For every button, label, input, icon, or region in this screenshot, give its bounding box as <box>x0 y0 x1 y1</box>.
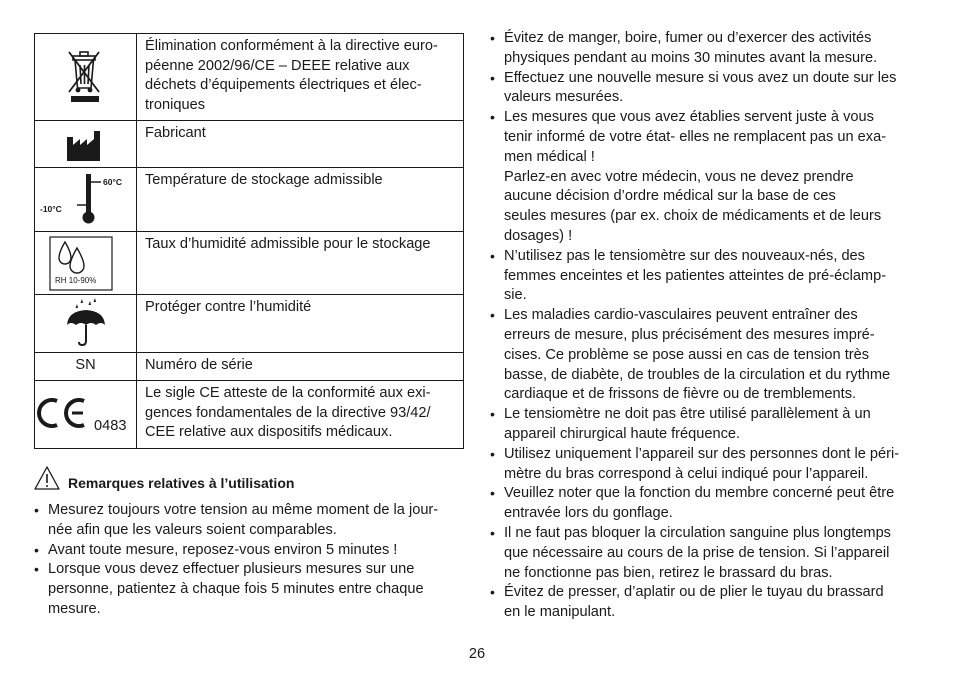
symbol-cell <box>35 381 137 449</box>
list-item: • Veuillez noter que la fonction du membre concerné peut être entravée lors du gonflage. <box>490 484 920 524</box>
table-row <box>35 295 464 353</box>
temp-low-label: -10°C <box>40 204 62 214</box>
list-item: • Mesurez toujours votre tension au même moment de la jour- née afin que les valeurs soient comparables. <box>34 501 460 541</box>
list-item: • Il ne faut pas bloquer la circulation sanguine plus longtemps que nécessaire au cours de la prise de tension. Si l’appareil ne fonctionne pas bien, retirez le brassard du bras. <box>490 524 920 583</box>
table-row <box>35 381 464 449</box>
list-item: • Effectuez une nouvelle mesure si vous avez un doute sur les valeurs mesurées. <box>490 69 920 109</box>
symbol-description <box>137 121 464 168</box>
symbols-table <box>34 33 464 449</box>
serial-number-description: Numéro de série <box>145 357 253 373</box>
humidity-description: Taux d’humidité admissible pour le stockage <box>145 236 431 252</box>
symbol-description <box>137 232 464 295</box>
list-item: • Évitez de presser, d’aplatir ou de plier le tuyau du brassard en le manipulant. <box>490 583 920 623</box>
ce-notified-body-number: 0483 <box>94 418 127 434</box>
list-item: • Les maladies cardio-vasculaires peuvent entraîner des erreurs de mesure, plus précisément des mesures impré- cises. Ce problème se pose aussi en cas de tension très basse, de diabète, de troubles de la circulation et du rythme cardiaque et de frissons de fièvre ou de tremblements. <box>490 306 920 405</box>
list-item: • Évitez de manger, boire, fumer ou d’exercer des activités physiques pendant au moins 30 minutes avant la mesure. <box>490 29 920 69</box>
symbol-cell <box>35 168 137 232</box>
table-row <box>35 232 464 295</box>
page-number: 26 <box>468 646 486 662</box>
list-item: • N’utilisez pas le tensiomètre sur des nouveaux-nés, des femmes enceintes et les patientes atteintes de pré-éclamp- sie. <box>490 247 920 306</box>
temp-high-label: 60°C <box>103 177 122 187</box>
list-item: • Les mesures que vous avez établies servent juste à vous tenir informé de votre état- elles ne remplacent pas un exa- men médical ! Parlez-en avec votre médecin, vous ne devez prendre aucune décision d’ordre médical sur la base de ces seules mesures (par ex. choix de médicaments et de leurs dosages) ! <box>490 108 920 247</box>
serial-number-symbol: SN <box>75 357 96 373</box>
humidity-drops-icon <box>35 232 136 294</box>
symbol-description <box>137 353 464 381</box>
usage-notes-left-list <box>34 501 460 620</box>
weee-crossed-bin-icon <box>35 34 136 120</box>
list-item: • Le tensiomètre ne doit pas être utilisé parallèlement à un appareil chirurgical haute fréquence. <box>490 405 920 445</box>
usage-notes-right-list <box>490 29 920 623</box>
table-row <box>35 121 464 168</box>
symbol-cell <box>35 353 137 381</box>
list-item: • Avant toute mesure, reposez-vous environ 5 minutes ! <box>34 541 460 561</box>
warning-triangle-icon <box>34 465 60 491</box>
symbol-cell <box>35 34 137 121</box>
symbol-description <box>137 295 464 353</box>
table-row <box>35 34 464 121</box>
moisture-description: Protéger contre l’humidité <box>145 299 312 315</box>
temperature-description: Température de stockage admissible <box>145 172 383 188</box>
symbol-cell <box>35 121 137 168</box>
usage-notes-heading <box>34 463 464 493</box>
symbol-description <box>137 381 464 449</box>
list-item: • Utilisez uniquement l’appareil sur des personnes dont le péri- mètre du bras correspond à celui indiqué pour l’appareil. <box>490 445 920 485</box>
weee-description: Élimination conformément à la directive euro- péenne 2002/96/CE – DEEE relative aux déchets d’équipements électriques et élec- troniques <box>145 38 438 113</box>
manufacturer-description: Fabricant <box>145 125 206 141</box>
table-row <box>35 353 464 381</box>
symbol-description <box>137 168 464 232</box>
ce-mark-icon <box>35 381 136 448</box>
thermometer-icon <box>35 168 136 231</box>
humidity-range-label: RH 10-90% <box>55 276 97 285</box>
ce-description: Le sigle CE atteste de la conformité aux exi- gences fondamentales de la directive 93/42/ CEE relative aux dispositifs médicaux. <box>145 385 431 441</box>
manufacturer-factory-icon <box>35 121 136 168</box>
symbol-cell <box>35 232 137 295</box>
symbol-description <box>137 34 464 121</box>
usage-notes-title: Remarques relatives à l’utilisation <box>68 475 295 491</box>
symbol-cell <box>35 295 137 353</box>
umbrella-rain-icon <box>35 295 136 352</box>
list-item: • Lorsque vous devez effectuer plusieurs mesures sur une personne, patientez à chaque fois 5 minutes entre chaque mesure. <box>34 560 460 619</box>
table-row <box>35 168 464 232</box>
